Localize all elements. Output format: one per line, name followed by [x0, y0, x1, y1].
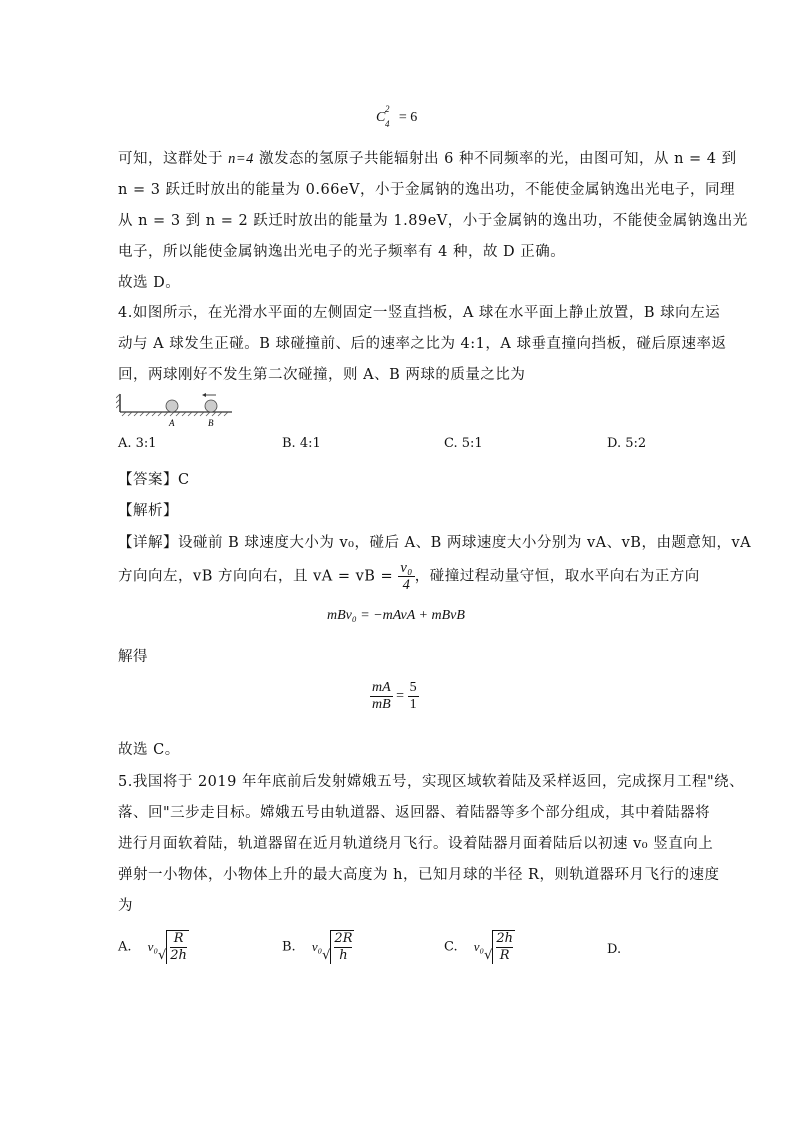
question-5-text: 弹射一小物体，小物体上升的最大高度为 h，已知月球的半径 R，则轨道器环月飞行的速度	[118, 867, 720, 883]
fraction: $\frac{5}{1}$	[409, 680, 417, 712]
arrow-head	[202, 393, 206, 397]
answer-label: 【答案】C	[118, 472, 190, 488]
option-a[interactable]: A. v₀√ $\frac{R}{2h}$	[118, 931, 187, 963]
label-b: B	[208, 418, 214, 428]
mass-ratio-equation: $\frac{mA}{mB}$ = $\frac{5}{1}$	[372, 680, 417, 712]
analysis-label: 【解析】	[118, 503, 178, 519]
detail-text: 【详解】设碰前 B 球速度大小为 v₀，碰后 A、B 两球速度大小分别为 vA、vB，由题意知，vA	[118, 535, 752, 551]
option-c[interactable]: C. v₀√ $\frac{2h}{R}$	[444, 931, 514, 963]
ball-a	[166, 400, 178, 412]
collision-diagram	[116, 390, 236, 430]
fraction: $\frac{\text{v₀}}{4}$	[400, 560, 413, 593]
paragraph-line: n = 3 跃迁时放出的能量为 0.66eV，小于金属钠的逸出功，不能使金属钠逸出光电子，同理	[118, 182, 735, 198]
option-b[interactable]: B. 4:1	[282, 436, 321, 451]
option-d[interactable]: D.	[607, 942, 622, 957]
question-4-text: 动与 A 球发生正碰。B 球碰撞前、后的速率之比为 4:1，A 球垂直撞向挡板，碰后原速率返	[118, 336, 727, 352]
question-5-text: 落、回"三步走目标。嫦娥五号由轨道器、返回器、着陆器等多个部分组成，其中着陆器将	[118, 805, 711, 821]
paragraph-line: 电子，所以能使金属钠逸出光电子的光子频率有 4 种，故 D 正确。	[118, 244, 566, 260]
option-c[interactable]: C. 5:1	[444, 436, 483, 451]
label-a: A	[169, 418, 175, 428]
question-5-text: 进行月面软着陆，轨道器留在近月轨道绕月飞行。设着陆器月面着陆后以初速 v₀ 竖直向上	[118, 836, 714, 852]
paragraph-line: 从 n = 3 到 n = 2 跃迁时放出的能量为 1.89eV，小于金属钠的逸出功，不能使金属钠逸出光	[118, 213, 748, 229]
paragraph-line: 故选 D。	[118, 275, 181, 291]
sqrt: √ $\frac{2R}{h}$	[322, 931, 353, 963]
combination-equation: C 4 2 = 6	[376, 104, 418, 129]
momentum-equation: mBv₀ = −mAvA + mBvB	[327, 608, 465, 623]
ball-b	[205, 400, 217, 412]
sqrt: √ $\frac{2h}{R}$	[484, 931, 514, 963]
question-4-text: 回，两球刚好不发生第二次碰撞，则 A、B 两球的质量之比为	[118, 367, 526, 383]
detail-text: 方向向左，vB 方向向右，且 vA = vB = $\frac{\text{v₀}}{4}$ ，碰撞过程动量守恒，取水平向右为正方向	[118, 560, 700, 593]
paragraph-line: 可知，这群处于 n=4 激发态的氢原子共能辐射出 6 种不同频率的光，由图可知，从 n = 4 到	[118, 151, 737, 167]
choose-label: 故选 C。	[118, 742, 180, 758]
fraction: $\frac{mA}{mB}$	[372, 680, 391, 712]
option-d[interactable]: D. 5:2	[607, 436, 647, 451]
question-5-text: 为	[118, 898, 133, 914]
ground-hatching	[122, 412, 228, 416]
option-b[interactable]: B. v₀√ $\frac{2R}{h}$	[282, 931, 353, 963]
question-4-text: 4.如图所示，在光滑水平面的左侧固定一竖直挡板，A 球在水平面上静止放置，B 球向左运	[118, 305, 721, 321]
sqrt: √ $\frac{R}{2h}$	[157, 931, 187, 963]
option-a[interactable]: A. 3:1	[118, 436, 157, 451]
solve-label: 解得	[118, 649, 148, 665]
question-5-text: 5.我国将于 2019 年年底前后发射嫦娥五号，实现区域软着陆及采样返回，完成探月工程"绕、	[118, 774, 745, 790]
